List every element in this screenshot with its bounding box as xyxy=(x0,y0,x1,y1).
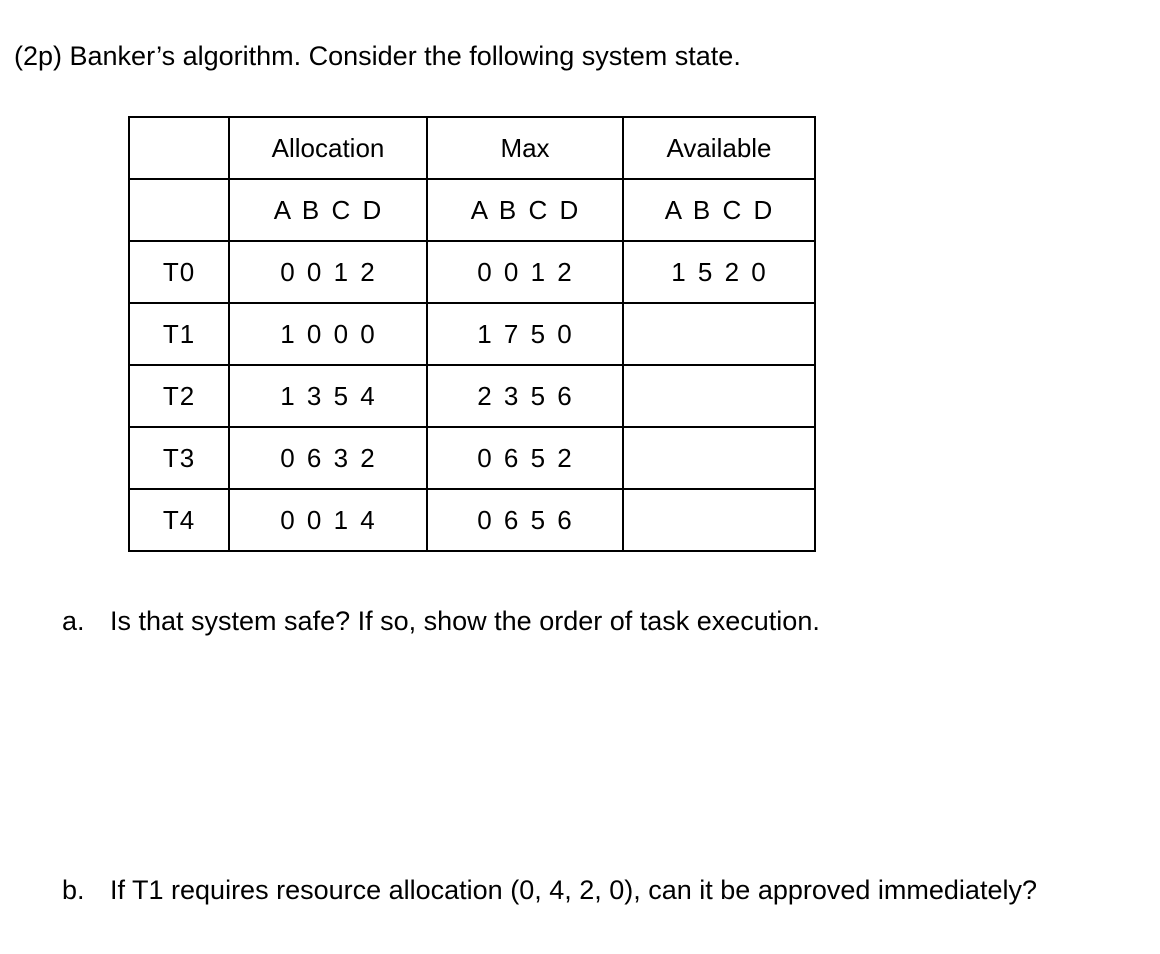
problem-heading: (2p) Banker’s algorithm. Consider the following system state. xyxy=(14,41,741,71)
table-row xyxy=(129,489,815,551)
max-cell: 0 6 5 6 xyxy=(427,489,623,551)
header-cell-empty xyxy=(129,117,229,179)
available-cell xyxy=(623,427,815,489)
allocation-cell: 0 0 1 2 xyxy=(229,241,427,303)
available-cell xyxy=(623,303,815,365)
table-header-row xyxy=(129,117,815,179)
header-cell-available: Available xyxy=(623,117,815,179)
question-b-text: If T1 requires resource allocation (0, 4, 2, 0), can it be approved immediately? xyxy=(110,875,1037,905)
question-b xyxy=(62,872,1037,908)
bankers-state-table xyxy=(128,116,816,552)
table-row xyxy=(129,365,815,427)
question-a-marker: a. xyxy=(62,606,85,636)
task-cell: T2 xyxy=(129,365,229,427)
allocation-cell: 0 0 1 4 xyxy=(229,489,427,551)
table-row xyxy=(129,303,815,365)
question-a xyxy=(62,603,820,639)
table-subheader-row xyxy=(129,179,815,241)
question-a-text: Is that system safe? If so, show the order of task execution. xyxy=(110,606,820,636)
allocation-cell: 1 3 5 4 xyxy=(229,365,427,427)
allocation-cell: 1 0 0 0 xyxy=(229,303,427,365)
question-b-marker: b. xyxy=(62,875,85,905)
subheader-cell-allocation-resources: A B C D xyxy=(229,179,427,241)
max-cell: 1 7 5 0 xyxy=(427,303,623,365)
max-cell: 0 6 5 2 xyxy=(427,427,623,489)
table-row xyxy=(129,241,815,303)
max-cell: 2 3 5 6 xyxy=(427,365,623,427)
header-cell-max: Max xyxy=(427,117,623,179)
header-cell-allocation: Allocation xyxy=(229,117,427,179)
task-cell: T1 xyxy=(129,303,229,365)
available-cell xyxy=(623,365,815,427)
subheader-cell-available-resources: A B C D xyxy=(623,179,815,241)
allocation-cell: 0 6 3 2 xyxy=(229,427,427,489)
subheader-cell-empty xyxy=(129,179,229,241)
max-cell: 0 0 1 2 xyxy=(427,241,623,303)
task-cell: T4 xyxy=(129,489,229,551)
task-cell: T3 xyxy=(129,427,229,489)
table-row xyxy=(129,427,815,489)
available-cell xyxy=(623,489,815,551)
task-cell: T0 xyxy=(129,241,229,303)
subheader-cell-max-resources: A B C D xyxy=(427,179,623,241)
available-cell: 1 5 2 0 xyxy=(623,241,815,303)
